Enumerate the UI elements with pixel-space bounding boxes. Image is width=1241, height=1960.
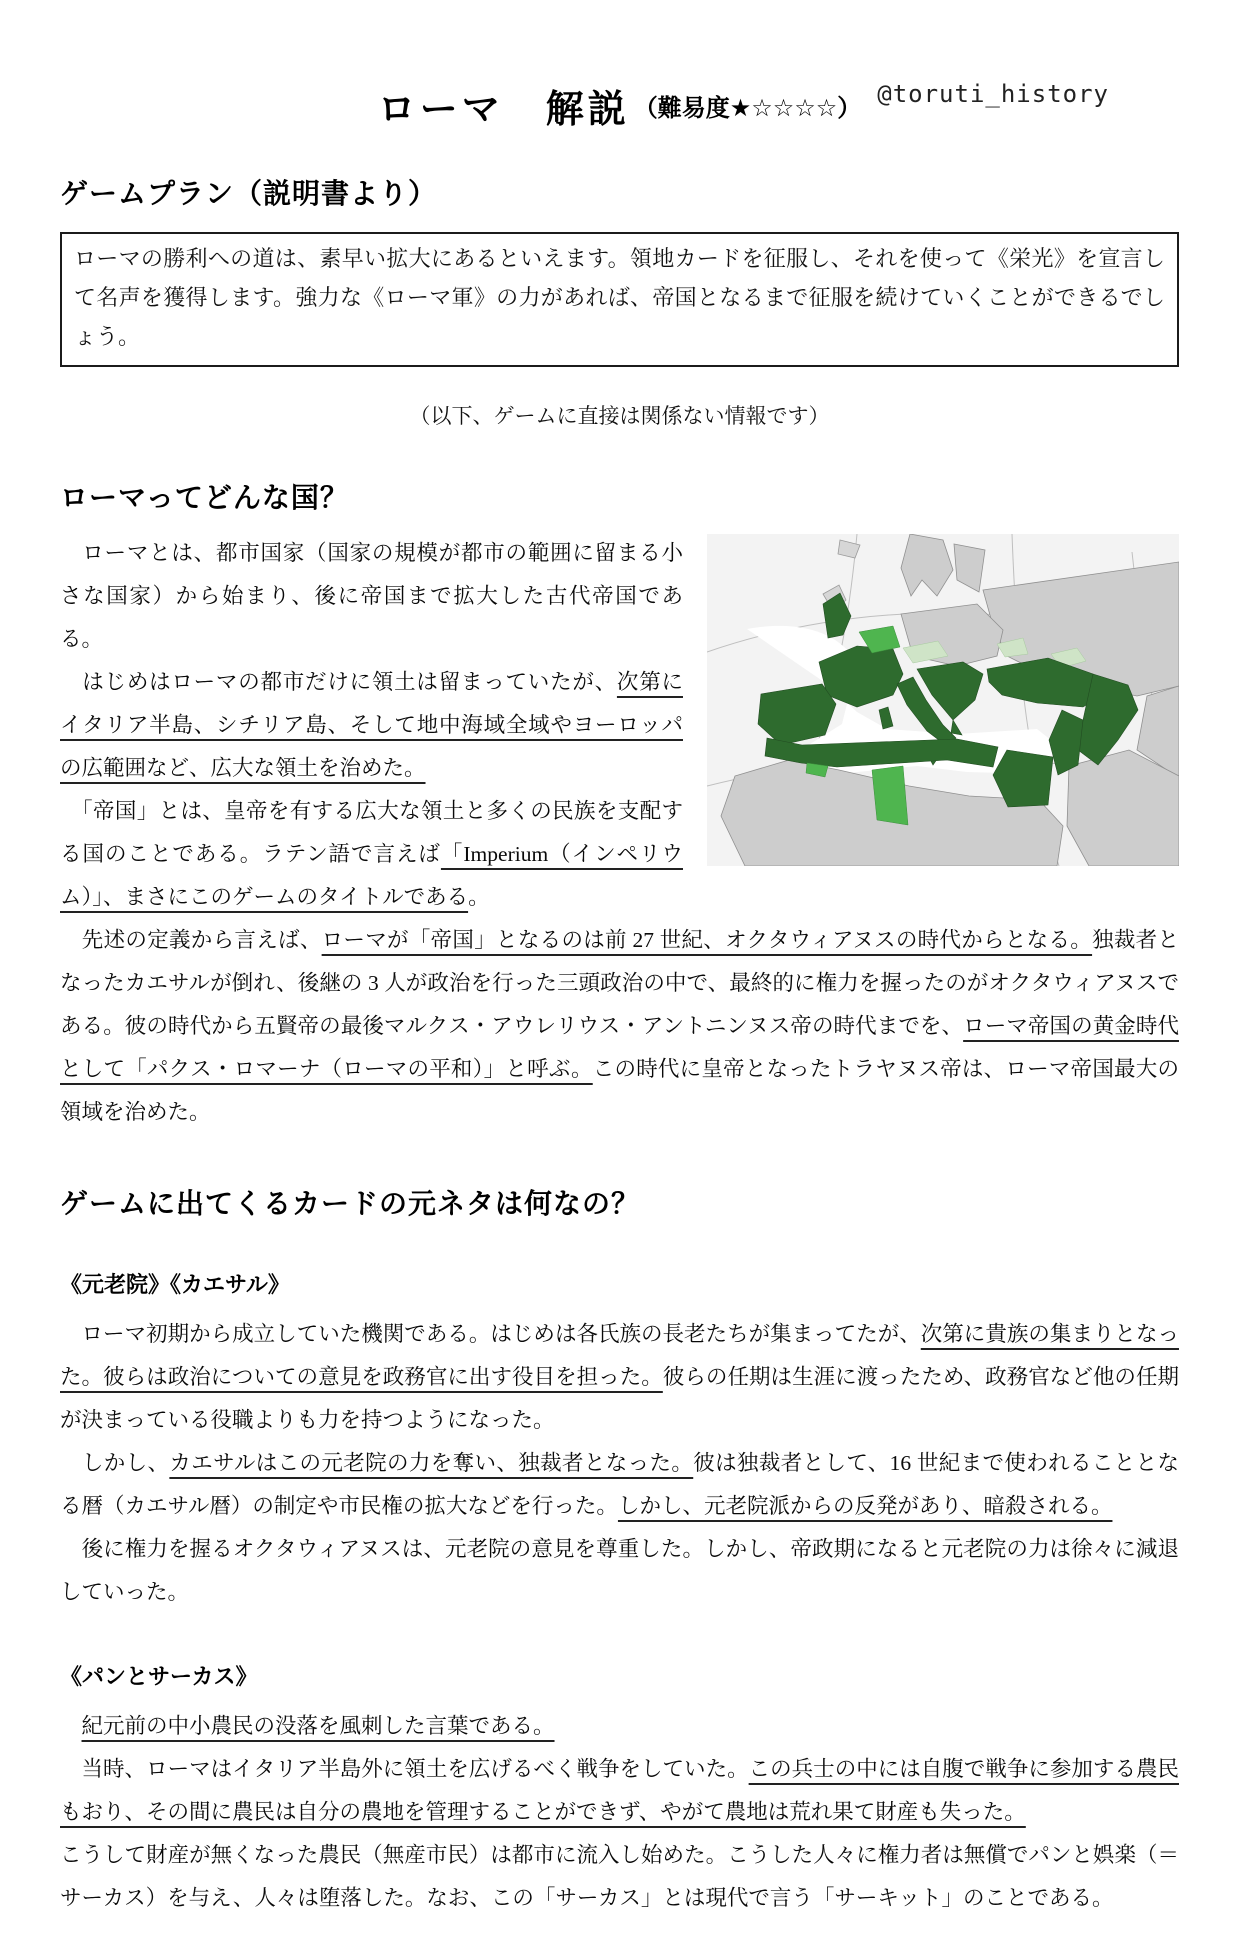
page-title: ローマ 解説 [377, 89, 630, 131]
difficulty-rating: （難易度★☆☆☆☆） [633, 95, 862, 122]
text-run: 当時、ローマはイタリア半島外に領土を広げるべく戦争をしていた。 [60, 1757, 749, 1781]
bread-paragraph [60, 1748, 1179, 1834]
roman-empire-map-image [707, 534, 1179, 866]
text-run [60, 1714, 82, 1738]
game-plan-box [60, 232, 1179, 367]
bread-paragraph [60, 1834, 1179, 1920]
text-run: はじめはローマの都市だけに領土は留まっていたが、 [60, 670, 617, 694]
underlined-text-run: 次第にイタリア半島、シチリア島、そして地中海域全域やヨーロッパの広範囲など、広大な領土を治めた。 [60, 670, 683, 780]
underlined-text-run: ローマが「帝国」となるのは前 27 世紀、オクタウィアヌスの時代からとなる。 [321, 928, 1093, 952]
card-heading-bread-circuses: 《パンとサーカス》 [60, 1664, 258, 1689]
about-rome-section [60, 532, 1179, 1134]
bread-paragraph [60, 1705, 1179, 1748]
roman-empire-map [707, 534, 1179, 866]
side-note: （以下、ゲームに直接は関係ない情報です） [409, 404, 830, 428]
text-run: 先述の定義から言えば、 [60, 928, 322, 952]
title-bar [60, 78, 1179, 138]
game-plan-text: ローマの勝利への道は、素早い拡大にあるといえます。領地カードを征服し、それを使って《栄光》を宣言して名声を獲得します。強力な《ローマ軍》の力があれば、帝国となるまで征服を続けていくことができるでしょう。 [74, 246, 1165, 349]
underlined-text-run: 次第に貴族の集まりとなった。彼らは政治についての意見を政務官に出す役目を担った。 [60, 1322, 1179, 1389]
section-heading-about-rome: ローマってどんな国？ [60, 482, 349, 513]
text-run: 彼らの任期は生涯に渡ったため、政務官など他の任期が決まっている役職よりも力を持つようになった。 [60, 1365, 1179, 1432]
section-heading-card-origins: ゲームに出てくるカードの元ネタは何なの？ [60, 1188, 641, 1219]
underlined-text-run: ローマ帝国の黄金時代として「パクス・ロマーナ（ローマの平和）」と呼ぶ。 [60, 1014, 1179, 1081]
text-run: 。 [468, 885, 490, 909]
twitter-handle: @toruti_history [877, 80, 1109, 108]
text-run: こうして財産が無くなった農民（無産市民）は都市に流入し始めた。こうした人々に権力者は無償でパンと娯楽（＝サーカス）を与え、人々は堕落した。なお、この「サーカス」とは現代で言う「サーキット」のことである。 [60, 1843, 1179, 1910]
underlined-text-run: カエサルはこの元老院の力を奪い、独裁者となった。 [169, 1451, 694, 1475]
text-run: ローマ初期から成立していた機関である。はじめは各氏族の長老たちが集まってたが、 [60, 1322, 921, 1346]
about-paragraph [60, 919, 1179, 1134]
underlined-text-run: 「Imperium（インペリウム）」、まさにこのゲームのタイトルである [60, 842, 683, 909]
card-heading-senate-caesar: 《元老院》《カエサル》 [60, 1272, 290, 1297]
underlined-text-run: しかし、元老院派からの反発があり、暗殺される。 [617, 1494, 1113, 1518]
senate-paragraph [60, 1528, 1179, 1614]
text-run: 彼は独裁者として、16 世紀まで使われることとなる暦（カエサル暦）の制定や市民権の拡大などを行った。 [60, 1451, 1179, 1518]
section-heading-game-plan: ゲームプラン（説明書より） [60, 178, 438, 209]
underlined-text-run: この兵士の中には自腹で戦争に参加する農民もおり、その間に農民は自分の農地を管理することができず、やがて農地は荒れ果て財産も失った。 [60, 1757, 1179, 1824]
senate-paragraph [60, 1442, 1179, 1528]
text-run: しかし、 [60, 1451, 170, 1475]
text-run: ローマとは、都市国家（国家の規模が都市の範囲に留まる小さな国家）から始まり、後に帝国まで拡大した古代帝国である。 [60, 541, 683, 651]
text-run: この時代に皇帝となったトラヤヌス帝は、ローマ帝国最大の領域を治めた。 [60, 1057, 1180, 1124]
text-run: 独裁者となったカエサルが倒れ、後継の 3 人が政治を行った三頭政治の中で、最終的に権力を握ったのがオクタウィアヌスである。彼の時代から五賢帝の最後マルクス・アウレリウス・アントニンヌス帝の時代までを、 [60, 928, 1179, 1038]
senate-paragraph [60, 1313, 1179, 1442]
text-run: 後に権力を握るオクタウィアヌスは、元老院の意見を尊重した。しかし、帝政期になると元老院の力は徐々に減退していった。 [60, 1537, 1179, 1604]
text-run: 「帝国」とは、皇帝を有する広大な領土と多くの民族を支配する国のことである。ラテン語で言えば [60, 799, 683, 866]
underlined-text-run: 紀元前の中小農民の没落を風刺した言葉である。 [81, 1714, 555, 1738]
